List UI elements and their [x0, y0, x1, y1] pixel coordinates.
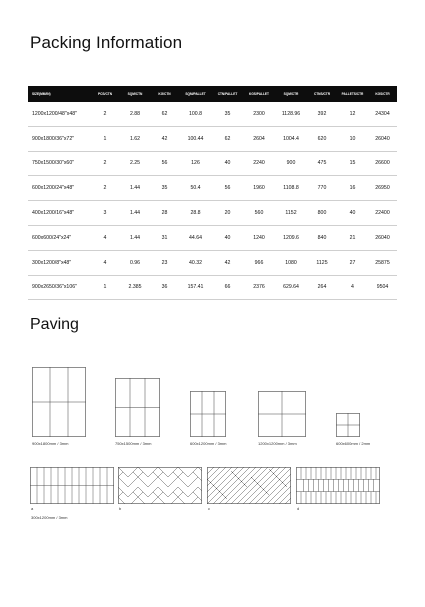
cell: 900x2650/36"x106" — [28, 275, 90, 300]
cell: 2240 — [243, 151, 275, 176]
cell: 31 — [150, 225, 179, 250]
layout-900x1800-diagram — [32, 367, 86, 437]
cell: 770 — [307, 176, 337, 201]
cell: 42 — [150, 126, 179, 151]
cell: 300x1200/8"x48" — [28, 250, 90, 275]
cell: 24304 — [368, 102, 397, 126]
cell: 15 — [337, 151, 368, 176]
cell: 26950 — [368, 176, 397, 201]
cell: 2 — [90, 102, 120, 126]
cell: 2.88 — [120, 102, 150, 126]
cell: 1 — [90, 126, 120, 151]
cell: 4 — [90, 250, 120, 275]
cell: 40.32 — [179, 250, 212, 275]
cell: 20 — [212, 201, 243, 226]
pattern-b-herringbone — [118, 467, 202, 504]
layout-caption: 1200x1200mm / 3mm — [258, 441, 297, 446]
cell: 56 — [212, 176, 243, 201]
cell: 4 — [337, 275, 368, 300]
header-sqm-pallet: SQM/PALLET — [179, 86, 212, 102]
pattern-c-diagonal — [207, 467, 291, 504]
cell: 10 — [337, 126, 368, 151]
pattern-d-running-bond — [296, 467, 380, 504]
cell: 1152 — [275, 201, 307, 226]
cell: 126 — [179, 151, 212, 176]
cell: 750x1500/30"x60" — [28, 151, 90, 176]
cell: 26040 — [368, 126, 397, 151]
cell: 50.4 — [179, 176, 212, 201]
cell: 100.44 — [179, 126, 212, 151]
cell: 56 — [150, 151, 179, 176]
table-row — [28, 250, 397, 275]
cell: 44.64 — [179, 225, 212, 250]
pattern-caption: 300x1200mm / 3mm — [31, 515, 68, 520]
cell: 1 — [90, 275, 120, 300]
cell: 35 — [150, 176, 179, 201]
cell: 35 — [212, 102, 243, 126]
packing-title: Packing Information — [30, 33, 183, 52]
header-ctn-pallet: CTN/PALLET — [212, 86, 243, 102]
cell: 2300 — [243, 102, 275, 126]
table-row — [28, 151, 397, 176]
header-ctns-ctr: CTNS/CTR — [307, 86, 337, 102]
cell: 1108.8 — [275, 176, 307, 201]
cell: 1.62 — [120, 126, 150, 151]
header-sqm-ctr: SQM/CTR — [275, 86, 307, 102]
cell: 42 — [212, 250, 243, 275]
cell: 392 — [307, 102, 337, 126]
header-sqm-ctn: SQM/CTN — [120, 86, 150, 102]
cell: 1080 — [275, 250, 307, 275]
layout-600x1200-diagram — [190, 391, 226, 437]
cell: 28.8 — [179, 201, 212, 226]
cell: 629.64 — [275, 275, 307, 300]
header-pallets-ctr: PALLETS/CTR — [337, 86, 368, 102]
cell: 40 — [212, 225, 243, 250]
pattern-letter-b: b — [119, 506, 122, 511]
header-pcs-ctn: PCS/CTN — [90, 86, 120, 102]
cell: 40 — [212, 151, 243, 176]
layout-750x1500-diagram — [115, 378, 160, 437]
cell: 620 — [307, 126, 337, 151]
layout-caption: 600x1200mm / 3mm — [190, 441, 227, 446]
cell: 1125 — [307, 250, 337, 275]
cell: 157.41 — [179, 275, 212, 300]
cell: 25875 — [368, 250, 397, 275]
header-kgs-ctr: KGS/CTR — [368, 86, 397, 102]
header-kgs-pallet: KGS/PALLET — [243, 86, 275, 102]
pattern-a-stack-bond — [30, 467, 114, 504]
table-row — [28, 102, 397, 126]
cell: 475 — [307, 151, 337, 176]
cell: 66 — [212, 275, 243, 300]
cell: 9504 — [368, 275, 397, 300]
cell: 26600 — [368, 151, 397, 176]
cell: 27 — [337, 250, 368, 275]
cell: 28 — [150, 201, 179, 226]
packing-table — [28, 86, 397, 300]
header-kg-ctn: KG/CTN — [150, 86, 179, 102]
cell: 21 — [337, 225, 368, 250]
table-row — [28, 275, 397, 300]
layout-caption: 600x600mm / 2mm — [336, 441, 371, 446]
cell: 2604 — [243, 126, 275, 151]
layout-600x600-diagram — [336, 413, 360, 437]
cell: 1.44 — [120, 225, 150, 250]
cell: 2 — [90, 151, 120, 176]
table-row — [28, 176, 397, 201]
pattern-letter-c: c — [208, 506, 210, 511]
cell: 600x600/24"x24" — [28, 225, 90, 250]
cell: 1.44 — [120, 201, 150, 226]
cell: 26040 — [368, 225, 397, 250]
cell: 600x1200/24"x48" — [28, 176, 90, 201]
cell: 840 — [307, 225, 337, 250]
cell: 62 — [150, 102, 179, 126]
cell: 2376 — [243, 275, 275, 300]
table-row — [28, 126, 397, 151]
packing-header-row — [28, 86, 397, 102]
cell: 4 — [90, 225, 120, 250]
cell: 100.8 — [179, 102, 212, 126]
cell: 16 — [337, 176, 368, 201]
cell: 23 — [150, 250, 179, 275]
cell: 0.96 — [120, 250, 150, 275]
cell: 36 — [150, 275, 179, 300]
paving-title: Paving — [30, 316, 79, 333]
cell: 12 — [337, 102, 368, 126]
pattern-letter-a: a — [31, 506, 34, 511]
cell: 62 — [212, 126, 243, 151]
cell: 40 — [337, 201, 368, 226]
layout-caption: 750x1500mm / 3mm — [115, 441, 152, 446]
table-row — [28, 225, 397, 250]
cell: 264 — [307, 275, 337, 300]
cell: 1200x1200/48"x48" — [28, 102, 90, 126]
pattern-letter-d: d — [297, 506, 300, 511]
cell: 800 — [307, 201, 337, 226]
cell: 2.385 — [120, 275, 150, 300]
header-size: SIZE(MM/IN) — [28, 86, 90, 102]
cell: 1128.96 — [275, 102, 307, 126]
cell: 1.44 — [120, 176, 150, 201]
cell: 1209.6 — [275, 225, 307, 250]
layout-caption: 900x1800mm / 3mm — [32, 441, 69, 446]
cell: 966 — [243, 250, 275, 275]
cell: 900 — [275, 151, 307, 176]
cell: 400x1200/16"x48" — [28, 201, 90, 226]
cell: 1960 — [243, 176, 275, 201]
cell: 1240 — [243, 225, 275, 250]
cell: 2 — [90, 176, 120, 201]
cell: 2.25 — [120, 151, 150, 176]
cell: 560 — [243, 201, 275, 226]
cell: 3 — [90, 201, 120, 226]
cell: 1004.4 — [275, 126, 307, 151]
cell: 22400 — [368, 201, 397, 226]
layout-1200x1200-diagram — [258, 391, 306, 437]
table-row — [28, 201, 397, 226]
cell: 900x1800/36"x72" — [28, 126, 90, 151]
